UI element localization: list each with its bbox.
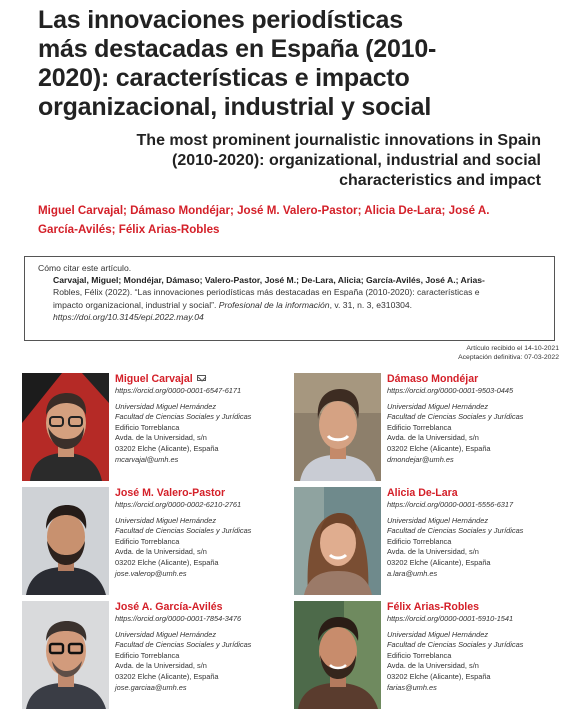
author-card-garcia-aviles (22, 601, 272, 713)
author-email[interactable]: jose.garciaa@umh.es (115, 682, 187, 692)
title-spanish-line: organizacional, industrial y social (38, 93, 432, 121)
title-spanish-line: más destacadas en España (2010- (38, 35, 437, 63)
author-list (38, 201, 548, 239)
author-institution: Universidad Miguel Hernández (115, 515, 217, 525)
author-info (387, 373, 552, 465)
author-name[interactable]: Alicia De-Lara (387, 487, 458, 499)
author-name[interactable]: José A. García-Avilés (115, 601, 223, 613)
author-faculty: Facultad de Ciencias Sociales y Jurídicas (387, 412, 524, 422)
author-photo (294, 373, 381, 481)
author-faculty: Facultad de Ciencias Sociales y Jurídicas (115, 526, 252, 536)
author-email[interactable]: dmondejar@umh.es (387, 454, 454, 464)
author-street: Avda. de la Universidad, s/n (387, 661, 479, 671)
author-email[interactable]: a.lara@umh.es (387, 568, 438, 578)
orcid-link[interactable]: https://orcid.org/0000-0001-9503-0445 (387, 386, 514, 395)
author-email[interactable]: farias@umh.es (387, 682, 437, 692)
journal-name: Profesional de la información (218, 299, 330, 310)
author-photo (294, 487, 381, 595)
author-building: Edificio Torreblanca (115, 536, 180, 546)
author-building: Edificio Torreblanca (115, 422, 180, 432)
author-name[interactable]: José M. Valero-Pastor (115, 487, 226, 499)
author-faculty: Facultad de Ciencias Sociales y Jurídicas (115, 640, 252, 650)
author-institution: Universidad Miguel Hernández (115, 629, 217, 639)
author-city: 03202 Elche (Alicante), España (115, 671, 219, 681)
author-institution: Universidad Miguel Hernández (387, 401, 489, 411)
citation-volume: , v. 31, n. 3, e310304. (329, 299, 413, 310)
doi-link[interactable]: https://doi.org/10.3145/epi.2022.may.04 (53, 311, 204, 322)
author-street: Avda. de la Universidad, s/n (387, 433, 479, 443)
author-street: Avda. de la Universidad, s/n (387, 547, 479, 557)
citation-label: Cómo citar este artículo. (38, 263, 132, 273)
title-english (21, 131, 541, 191)
author-list-line: García-Avilés; Félix Arias-Robles (38, 223, 220, 236)
author-info (115, 601, 280, 693)
author-card-de-lara (294, 487, 544, 599)
title-spanish (38, 6, 558, 122)
author-faculty: Facultad de Ciencias Sociales y Jurídicas (387, 640, 524, 650)
author-city: 03202 Elche (Alicante), España (387, 443, 491, 453)
title-spanish-line: 2020): características e impacto (38, 64, 410, 92)
author-building: Edificio Torreblanca (387, 536, 452, 546)
received-date: Artículo recibido el 14-10-2021 (466, 345, 559, 352)
author-name[interactable]: Dámaso Mondéjar (387, 373, 479, 385)
citation-line (53, 299, 544, 311)
author-building: Edificio Torreblanca (387, 650, 452, 660)
author-card-arias-robles (294, 601, 544, 713)
author-name[interactable]: Félix Arias-Robles (387, 601, 480, 613)
author-info (115, 373, 280, 465)
author-institution: Universidad Miguel Hernández (115, 401, 217, 411)
orcid-link[interactable]: https://orcid.org/0000-0001-5556-6317 (387, 500, 514, 509)
article-dates (458, 344, 559, 362)
author-institution: Universidad Miguel Hernández (387, 629, 489, 639)
author-photo (294, 601, 381, 709)
author-street: Avda. de la Universidad, s/n (115, 433, 207, 443)
author-city: 03202 Elche (Alicante), España (115, 443, 219, 453)
author-city: 03202 Elche (Alicante), España (387, 671, 491, 681)
title-english-line: (2010-2020): organizational, industrial and social (172, 152, 541, 169)
author-info (387, 601, 552, 693)
author-building: Edificio Torreblanca (115, 650, 180, 660)
orcid-link[interactable]: https://orcid.org/0000-0001-5910-1541 (387, 614, 514, 623)
mail-icon[interactable] (197, 375, 206, 381)
author-street: Avda. de la Universidad, s/n (115, 547, 207, 557)
author-city: 03202 Elche (Alicante), España (387, 557, 491, 567)
author-photo (22, 601, 109, 709)
citation-text (53, 274, 544, 311)
author-photo (22, 373, 109, 481)
author-faculty: Facultad de Ciencias Sociales y Jurídicas (387, 526, 524, 536)
author-card-carvajal (22, 373, 272, 485)
orcid-link[interactable]: https://orcid.org/0000-0002-6210-2761 (115, 500, 242, 509)
author-email[interactable]: mcarvajal@umh.es (115, 454, 179, 464)
author-card-valero-pastor (22, 487, 272, 599)
author-name[interactable]: Miguel Carvajal (115, 373, 280, 386)
title-spanish-line: Las innovaciones periodísticas (38, 6, 403, 34)
citation-line: Robles, Félix (2022). “Las innovaciones periodísticas más destacadas en España (2010-2020): características e (53, 287, 480, 298)
author-email[interactable]: jose.valerop@umh.es (115, 568, 187, 578)
author-info (115, 487, 280, 579)
title-english-line: The most prominent journalistic innovations in Spain (136, 132, 541, 149)
author-building: Edificio Torreblanca (387, 422, 452, 432)
orcid-link[interactable]: https://orcid.org/0000-0001-6547-6171 (115, 386, 242, 395)
citation-title-part: impacto organizacional, industrial y social”. (53, 299, 219, 310)
author-street: Avda. de la Universidad, s/n (115, 661, 207, 671)
accepted-date: Aceptación definitiva: 07-03-2022 (458, 354, 559, 361)
citation-box (24, 256, 555, 341)
author-city: 03202 Elche (Alicante), España (115, 557, 219, 567)
author-institution: Universidad Miguel Hernández (387, 515, 489, 525)
title-english-line: characteristics and impact (339, 172, 541, 189)
citation-line: Carvajal, Miguel; Mondéjar, Dámaso; Valero-Pastor, José M.; De-Lara, Alicia; García-Avilés, José A.; Arias- (53, 275, 485, 286)
orcid-link[interactable]: https://orcid.org/0000-0001-7854-3476 (115, 614, 242, 623)
author-photo (22, 487, 109, 595)
author-card-mondejar (294, 373, 544, 485)
author-faculty: Facultad de Ciencias Sociales y Jurídicas (115, 412, 252, 422)
author-list-line: Miguel Carvajal; Dámaso Mondéjar; José M. Valero-Pastor; Alicia De-Lara; José A. (38, 204, 490, 217)
author-info (387, 487, 552, 579)
